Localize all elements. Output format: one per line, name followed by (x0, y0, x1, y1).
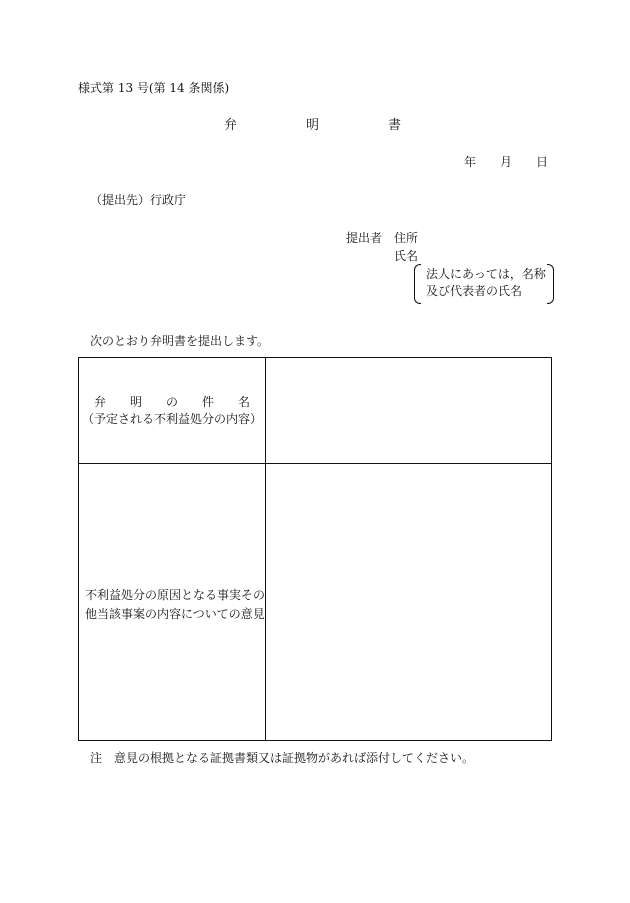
form-number: 様式第 13 号(第 14 条関係) (78, 81, 230, 95)
row1-label-sub: （予定される不利益処分の内容） (81, 412, 262, 426)
submitter-address-label: 住所 (394, 231, 419, 245)
row1-label-char: 件 (201, 395, 214, 409)
date-day-label: 日 (536, 155, 549, 169)
row2-label-line1: 不利益処分の原因となる事実その (85, 588, 266, 602)
title-char-2: 明 (306, 118, 320, 133)
corporate-note-line2: 及び代表者の氏名 (426, 284, 523, 298)
bracket-right (547, 264, 554, 304)
row2-label (85, 586, 266, 624)
row1-label-char: の (165, 395, 178, 409)
corporate-note-text (426, 266, 546, 300)
row1-label-char: 名 (237, 395, 250, 409)
row1-label-char: 明 (129, 395, 142, 409)
corporate-note (414, 264, 554, 302)
date-month-label: 月 (500, 155, 513, 169)
corporate-note-line1: 法人にあっては，名称 (426, 267, 546, 281)
form-table (78, 357, 552, 741)
row1-label-main (79, 394, 265, 411)
table-column-divider (265, 358, 266, 740)
submitter-label: 提出者 (346, 231, 383, 245)
intro-text: 次のとおり弁明書を提出します。 (90, 334, 270, 348)
row2-label-line2: 他当該事案の内容についての意見 (85, 607, 265, 621)
addressee: （提出先）行政庁 (90, 193, 187, 207)
date-year-label: 年 (464, 155, 477, 169)
table-row-divider (79, 463, 551, 464)
footnote: 注 意見の根拠となる証拠書類又は証拠物があれば添付してください。 (90, 751, 475, 765)
submitter-name-label: 氏名 (394, 249, 419, 263)
title-char-3: 書 (388, 118, 402, 133)
bracket-left (414, 264, 421, 304)
row1-label-char: 弁 (94, 395, 107, 409)
title-char-1: 弁 (224, 118, 238, 133)
row1-label (79, 394, 265, 428)
